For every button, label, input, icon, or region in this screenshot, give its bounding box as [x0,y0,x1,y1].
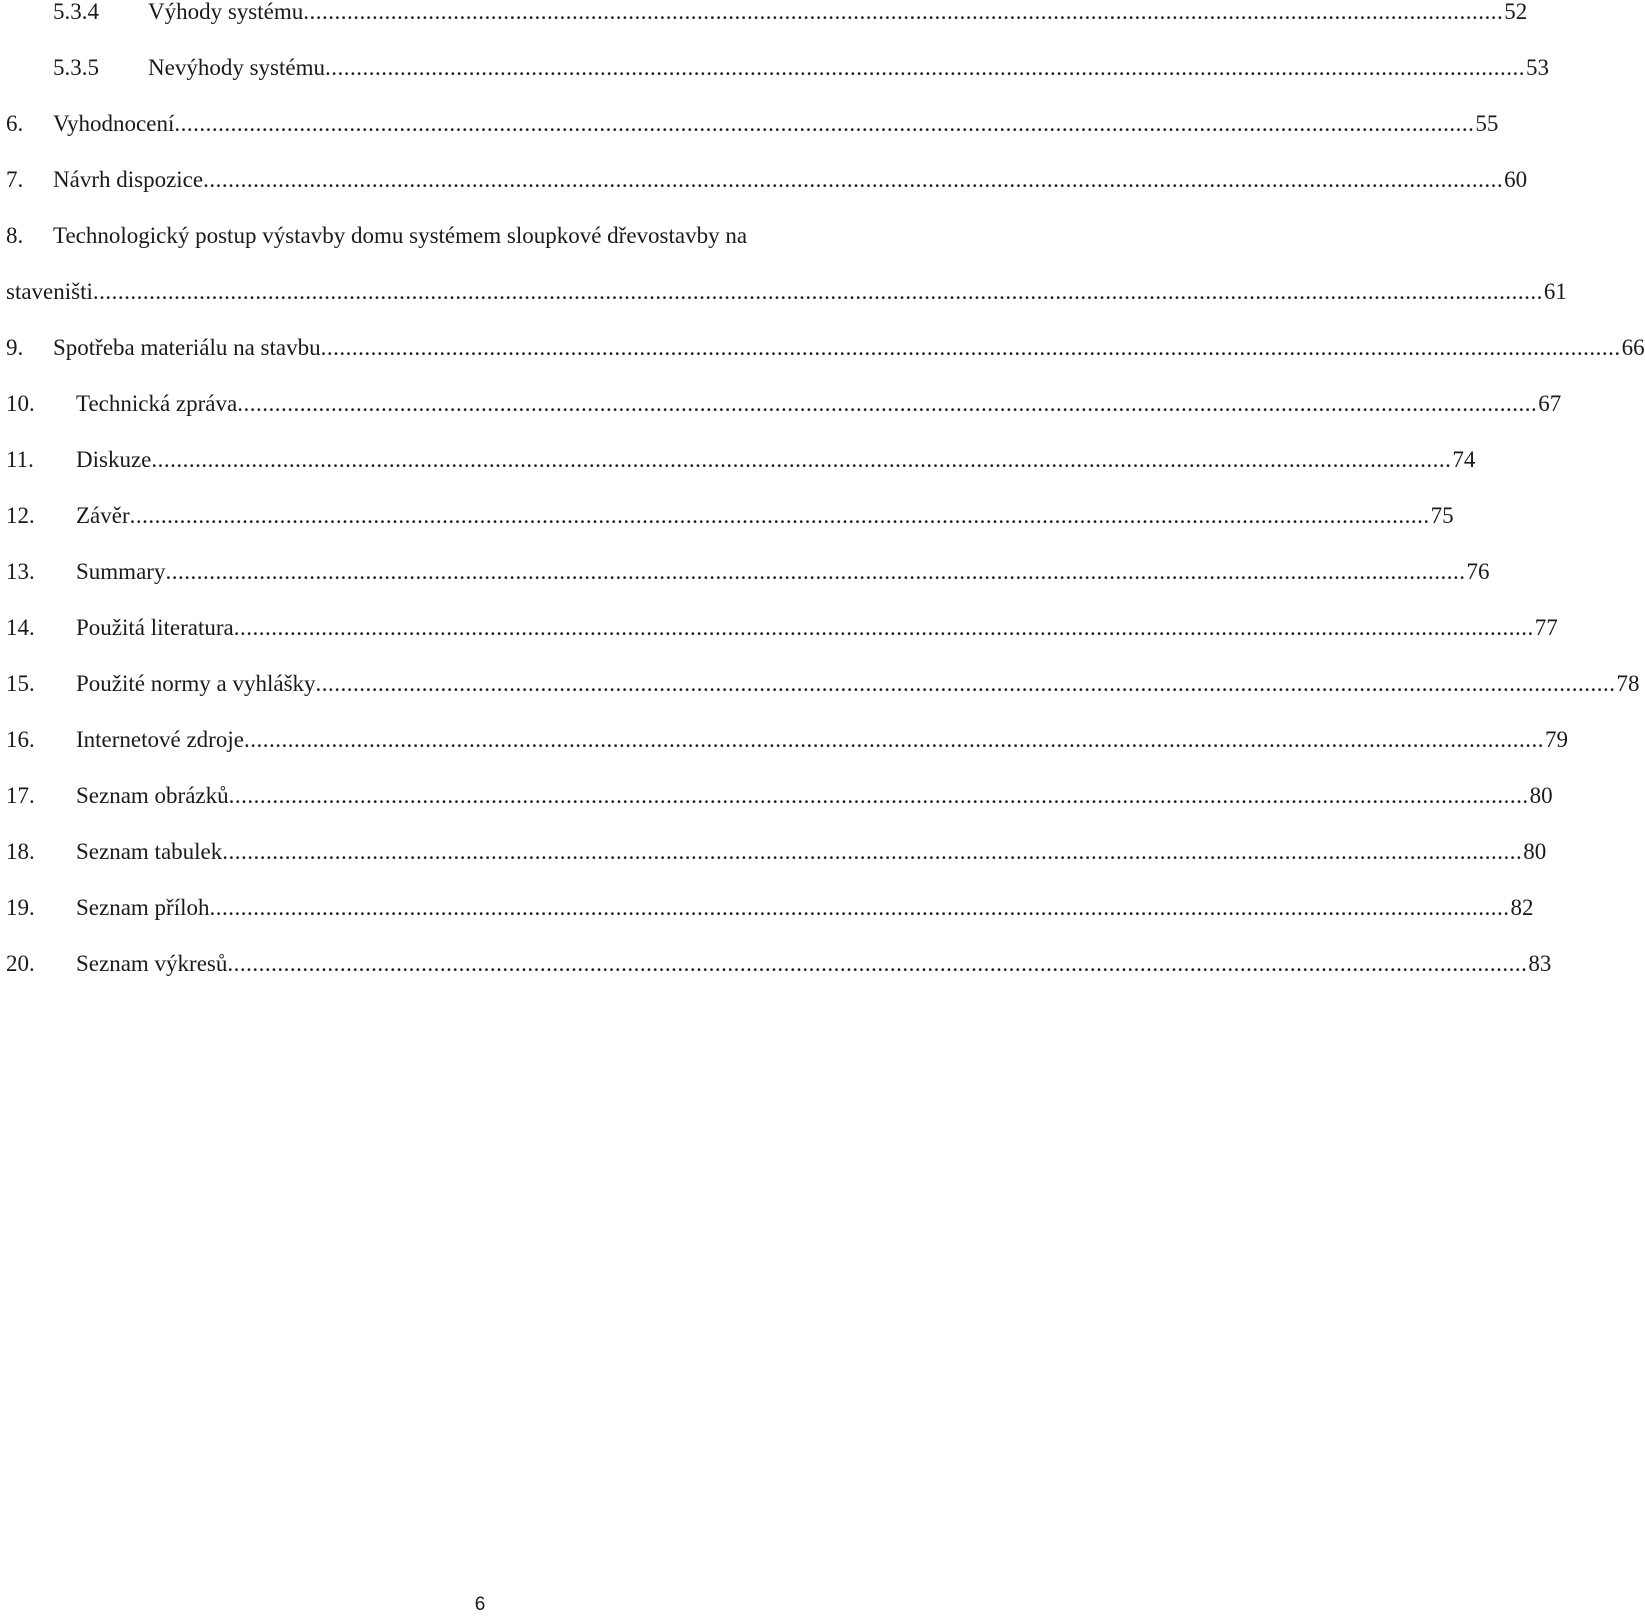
leader-dots: ................................................................................................................................................................................................ [324,55,1525,80]
toc-entry-number: 11. [6,447,34,472]
toc-entry-page: 83 [1528,951,1552,976]
toc-entry-page: 67 [1538,391,1562,416]
leader-dots: ................................................................................................................................................................................................................ [227,951,1528,976]
toc-entry-number: 14. [6,615,35,640]
toc-entry[interactable] [0,328,1645,368]
toc-entry-title: Technologický postup výstavby domu systémem sloupkové dřevostavby na [53,223,748,248]
toc-entry-number: 10. [6,391,35,416]
toc-entry-number: 19. [6,895,35,920]
toc-entry[interactable] [0,0,1528,32]
toc-entry-number: 13. [6,559,35,584]
toc-entry-number: 5.3.4 [53,0,99,24]
toc-entry[interactable] [0,664,1640,704]
toc-entry-page: 82 [1510,895,1534,920]
toc-entry[interactable] [0,776,1553,816]
toc-entry-page: 60 [1504,167,1528,192]
toc-entry-number: 15. [6,671,35,696]
leader-dots: ................................................................................................................................................................................................................ [209,895,1510,920]
leader-dots: ................................................................................................................................................................................................................ [315,671,1616,696]
toc-entry-title-continuation: staveništi [6,279,93,304]
toc-entry-title: Závěr [76,503,130,528]
toc-entry-title: Výhody systému [148,0,304,24]
toc-entry-title: Spotřeba materiálu na stavbu [53,335,321,360]
toc-entry[interactable] [0,440,1476,480]
toc-entry[interactable] [0,944,1552,984]
leader-dots: ................................................................................................................................................................................................................ [237,391,1538,416]
toc-entry-number: 8. [6,223,24,248]
toc-entry-number: 9. [6,335,24,360]
toc-entry-page: 74 [1452,447,1476,472]
leader-dots: ................................................................................................................................................................................................................ [222,839,1523,864]
toc-entry-page: 79 [1544,727,1568,752]
toc-entry[interactable] [0,160,1528,200]
toc-entry-page: 61 [1543,279,1567,304]
toc-entry[interactable] [0,48,1549,88]
toc-entry[interactable] [0,832,1547,872]
leader-dots: ................................................................................................................................................................................................................ [320,335,1621,360]
toc-entry-number: 18. [6,839,35,864]
toc-entry-number: 6. [6,111,24,136]
toc-entry-page: 76 [1466,559,1490,584]
leader-dots: ................................................................................................................................................................................................................ [228,783,1529,808]
toc-entry[interactable] [0,608,1558,648]
toc-entry-number: 5.3.5 [53,55,99,80]
toc-entry-title: Diskuze [76,447,152,472]
toc-entry-page: 77 [1534,615,1558,640]
toc-entry-page: 80 [1529,783,1553,808]
toc-entry-page: 53 [1525,55,1549,80]
toc-entry-page: 80 [1523,839,1547,864]
toc-entry-title: Použité normy a vyhlášky [76,671,316,696]
toc-entry-page: 78 [1616,671,1640,696]
leader-dots: ................................................................................................................................................................................................................ [174,111,1475,136]
leader-dots: ........................................................................................................................................................................................................................................ [92,279,1543,304]
leader-dots: ................................................................................................................................................................................................................ [203,167,1504,192]
toc-entry-title: Použitá literatura [76,615,234,640]
toc-entry-number: 20. [6,951,35,976]
toc-entry-number: 17. [6,783,35,808]
toc-entry[interactable] [0,104,1499,144]
toc-entry-title: Seznam výkresů [76,951,228,976]
leader-dots: ................................................................................................................................................................................................................ [151,447,1452,472]
toc-entry-title: Seznam obrázků [76,783,229,808]
toc-entry[interactable] [0,216,960,256]
toc-entry-page: 55 [1475,111,1499,136]
toc-entry[interactable] [0,720,1568,760]
toc-entry-number: 16. [6,727,35,752]
toc-entry-title: Internetové zdroje [76,727,244,752]
toc-entry-title: Seznam tabulek [76,839,223,864]
toc-entry-title: Návrh dispozice [53,167,204,192]
toc-entry[interactable] [0,384,1562,424]
toc-entry[interactable] [0,888,1534,928]
toc-entry-title: Summary [76,559,166,584]
toc-entry-continuation[interactable] [0,272,1567,312]
toc-entry-title: Vyhodnocení [53,111,175,136]
toc-entry-number: 12. [6,503,35,528]
leader-dots: ................................................................................................................................................................................................ [303,0,1504,24]
leader-dots: ................................................................................................................................................................................................................ [233,615,1534,640]
toc-entry[interactable] [0,552,1490,592]
toc-entry[interactable] [0,496,1454,536]
toc-entry-number: 7. [6,167,24,192]
toc-entry-title: Seznam příloh [76,895,210,920]
toc-entry-page: 66 [1621,335,1645,360]
toc-entry-page: 52 [1504,0,1528,24]
leader-dots: ................................................................................................................................................................................................................ [243,727,1544,752]
page-number: 6 [474,1594,486,1615]
leader-dots: ................................................................................................................................................................................................................ [129,503,1430,528]
toc-entry-title: Nevýhody systému [148,55,325,80]
toc-entry-title: Technická zpráva [76,391,238,416]
toc-entry-page: 75 [1430,503,1454,528]
leader-dots: ................................................................................................................................................................................................................ [165,559,1466,584]
